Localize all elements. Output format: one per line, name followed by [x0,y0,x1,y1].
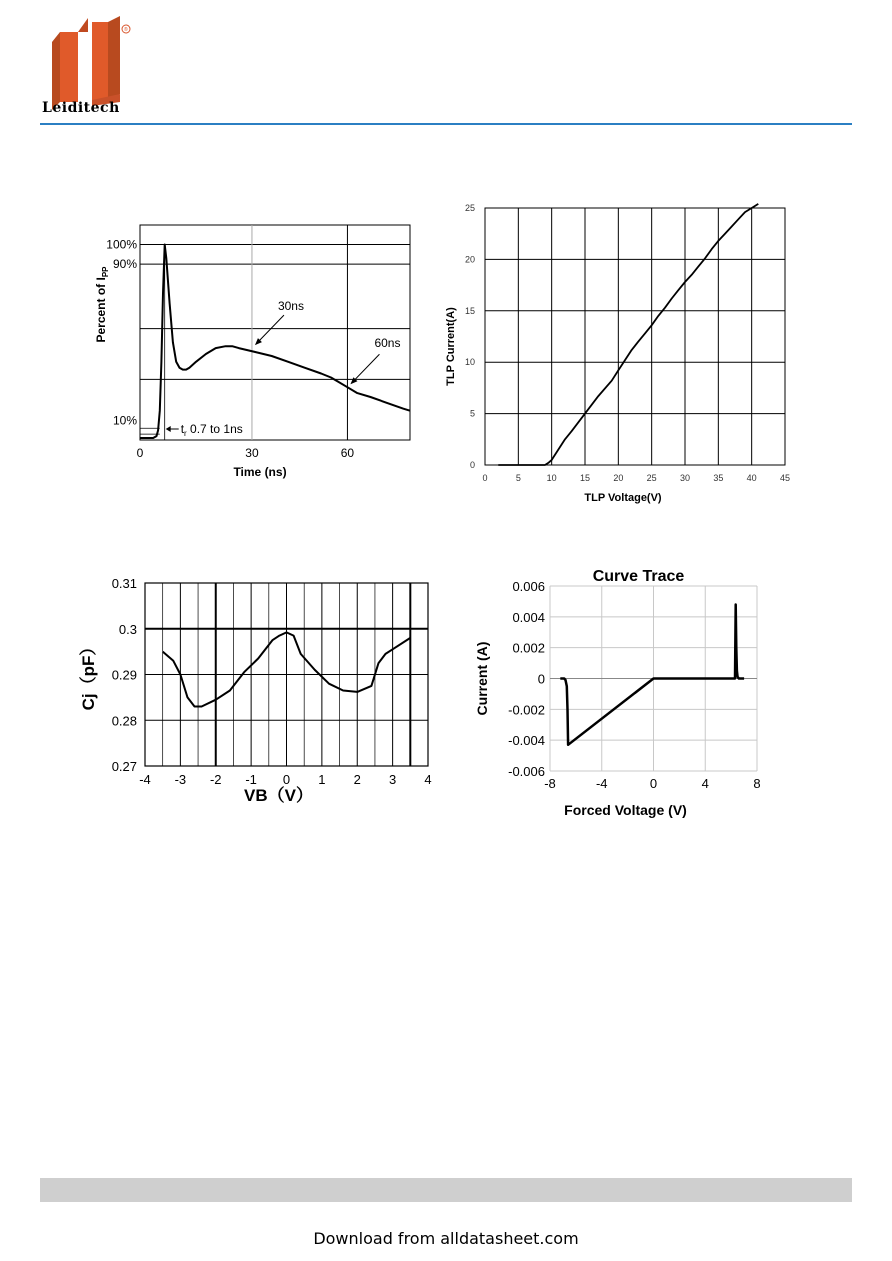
x-tick-label: -1 [245,772,257,787]
x-axis-label: VB（V） [244,786,313,805]
y-tick-label: 25 [464,203,475,213]
x-axis-label: Forced Voltage (V) [564,802,687,818]
y-level-label: 90% [112,257,137,272]
footer-text: Download from alldatasheet.com [313,1229,579,1248]
y-tick-label: 0.002 [512,640,545,656]
x-tick-label: 1 [318,772,326,787]
annotation-30ns: 30ns [277,299,304,314]
y-tick-label: 0.31 [111,576,137,591]
y-tick-label: 0.29 [111,667,137,683]
arrow-head [166,426,171,432]
x-tick-label: 5 [515,473,521,483]
data-series-line [498,204,758,465]
x-tick-label: -2 [209,772,222,787]
x-tick-label: 30 [679,473,691,483]
x-tick-label: 10 [546,473,557,483]
x-tick-label: 15 [579,473,591,483]
x-tick-label: 8 [753,776,761,791]
x-tick-label: 4 [701,776,709,791]
y-tick-label: 0 [537,671,545,687]
x-tick-label: 25 [646,473,657,483]
y-level-label: 10% [112,413,137,428]
footer-bar [40,1178,852,1202]
y-tick-label: 20 [464,254,475,265]
x-tick-label: 30 [245,446,259,460]
registered-mark: ® [124,27,128,33]
brand-name: Leiditech [42,100,120,116]
annotation-60ns: 60ns [374,336,401,351]
x-tick-label: 20 [613,473,624,483]
y-tick-label: 0.006 [512,579,545,594]
y-tick-label: -0.006 [508,764,545,779]
x-tick-label: -4 [595,776,608,791]
x-axis-label: TLP Voltage(V) [584,492,662,504]
y-axis-label: Current (A) [474,641,490,716]
x-tick-label: 0 [482,473,488,483]
y-tick-label: 0.27 [111,759,137,774]
x-tick-label: -3 [174,772,187,787]
y-tick-label: 5 [469,408,475,419]
y-tick-label: 15 [464,305,475,316]
x-tick-label: 45 [779,473,791,483]
plot-frame [485,208,785,465]
x-tick-label: 0 [282,772,291,787]
y-axis-label: TLP Current(A) [445,307,457,386]
x-tick-label: 60 [340,446,355,460]
chart-curve-trace [470,562,780,837]
header-divider [40,123,852,125]
plot-frame [140,225,410,440]
x-tick-label: -8 [544,776,556,791]
y-level-label: 100% [106,237,137,252]
chart-tlp-iv [440,200,800,515]
y-tick-label: 10 [464,357,475,368]
x-tick-label: 0 [136,446,144,460]
x-axis-label: Time (ns) [233,465,287,479]
y-axis-label: Cj（pF） [79,638,98,711]
chart-ipp-waveform [90,225,430,490]
x-tick-label: 40 [746,473,757,483]
x-tick-label: 35 [713,473,724,483]
data-series-line [560,605,744,745]
x-tick-label: -4 [139,772,151,787]
x-tick-label: 3 [389,772,397,787]
data-series-line [140,245,410,439]
y-axis-label: Percent of $I_{PP}$ [94,266,110,343]
y-tick-label: 0.3 [118,621,137,637]
y-tick-label: 0.004 [512,609,545,625]
x-tick-label: 4 [424,772,432,787]
chart-title: Curve Trace [592,568,685,585]
x-tick-label: 0 [649,776,658,791]
y-tick-label: 0.28 [111,713,137,729]
annotation-arrow [351,354,379,383]
y-tick-label: -0.004 [508,733,545,749]
annotation-arrow [256,315,284,344]
x-tick-label: 2 [353,772,361,787]
y-tick-label: 0 [469,460,475,470]
y-tick-label: -0.002 [508,702,545,718]
chart-capacitance [75,575,445,815]
annotation-rise-time: $t_r$ 0.7 to 1ns [180,422,243,438]
